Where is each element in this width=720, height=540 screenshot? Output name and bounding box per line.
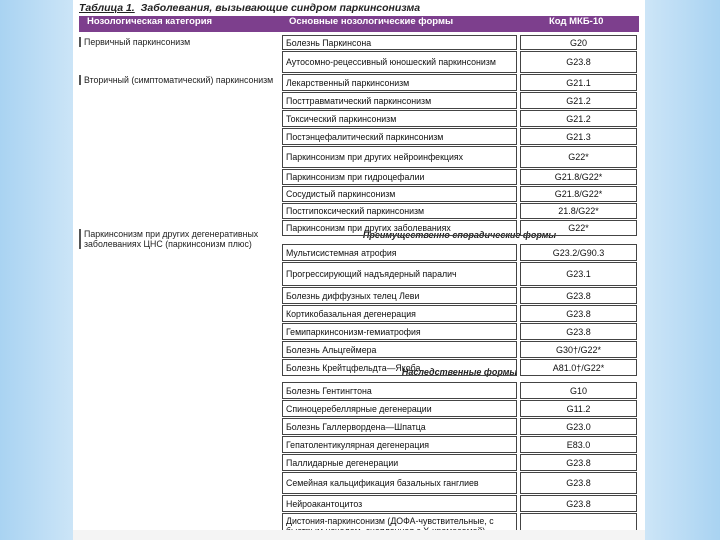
code-cell: G23.8 xyxy=(520,287,637,304)
code-cell: G23.8 xyxy=(520,323,637,340)
form-cell: Паркинсонизм при гидроцефалии xyxy=(282,169,517,185)
form-cell: Болезнь Гентингтона xyxy=(282,382,517,399)
code-cell: G21.8/G22* xyxy=(520,169,637,185)
code-cell: G23.8 xyxy=(520,51,637,73)
form-cell: Постэнцефалитический паркинсонизм xyxy=(282,128,517,145)
table-label: Таблица 1. xyxy=(79,2,135,14)
header-forms: Основные нозологические формы xyxy=(289,16,454,27)
form-cell: Гемипаркинсонизм-гемиатрофия xyxy=(282,323,517,340)
form-cell: Сосудистый паркинсонизм xyxy=(282,186,517,202)
code-cell: G21.3 xyxy=(520,128,637,145)
code-cell: G20 xyxy=(520,35,637,50)
code-cell: G21.2 xyxy=(520,92,637,109)
subheading-sporadic: Преимущественно спорадические формы xyxy=(362,230,557,240)
header-code: Код МКБ-10 xyxy=(549,16,604,27)
form-cell: Семейная кальцификация базальных ганглиев xyxy=(282,472,517,494)
form-cell: Болезнь Галлервордена—Шпатца xyxy=(282,418,517,435)
form-cell: Аутосомно-рецессивный юношеский паркинсонизм xyxy=(282,51,517,73)
code-cell: G23.8 xyxy=(520,454,637,471)
form-cell: Гепатолентикулярная дегенерация xyxy=(282,436,517,453)
page-bottom-edge xyxy=(73,530,645,540)
code-cell: G23.8 xyxy=(520,305,637,322)
code-cell: G11.2 xyxy=(520,400,637,417)
subheading-hereditary: Наследственные формы xyxy=(401,367,518,377)
code-cell: G21.1 xyxy=(520,74,637,91)
form-cell: Паркинсонизм при других нейроинфекциях xyxy=(282,146,517,168)
table-title xyxy=(79,2,639,14)
form-cell: Прогрессирующий надъядерный паралич xyxy=(282,262,517,286)
code-cell: G30†/G22* xyxy=(520,341,637,358)
form-cell: Болезнь Крейтцфельдта—Якоба xyxy=(282,359,517,376)
code-cell: E83.0 xyxy=(520,436,637,453)
form-cell: Болезнь диффузных телец Леви xyxy=(282,287,517,304)
form-cell: Паллидарные дегенерации xyxy=(282,454,517,471)
code-cell: G23.8 xyxy=(520,495,637,512)
form-cell: Паркинсонизм при других заболеваниях xyxy=(282,220,517,236)
form-cell: Постгипоксический паркинсонизм xyxy=(282,203,517,219)
code-cell: G23.0 xyxy=(520,418,637,435)
form-cell: Лекарственный паркинсонизм xyxy=(282,74,517,91)
form-cell: Болезнь Паркинсона xyxy=(282,35,517,50)
form-cell: Спиноцеребеллярные дегенерации xyxy=(282,400,517,417)
code-cell: G23.8 xyxy=(520,472,637,494)
code-cell: G23.2/G90.3 xyxy=(520,244,637,261)
code-cell: G10 xyxy=(520,382,637,399)
form-cell: Болезнь Альцгеймера xyxy=(282,341,517,358)
code-cell: G23.1 xyxy=(520,262,637,286)
header-category: Нозологическая категория xyxy=(87,16,213,27)
table-header xyxy=(79,16,639,32)
category-secondary: Вторичный (симптоматический) паркинсонизм xyxy=(79,75,274,85)
code-cell: A81.0†/G22* xyxy=(520,359,637,376)
code-cell: G22* xyxy=(520,220,637,236)
code-cell: G21.2 xyxy=(520,110,637,127)
form-cell: Посттравматический паркинсонизм xyxy=(282,92,517,109)
code-cell: G22* xyxy=(520,146,637,168)
code-cell: G21.8/G22* xyxy=(520,186,637,202)
form-cell: Нейроакантоцитоз xyxy=(282,495,517,512)
table-title-text: Заболевания, вызывающие синдром паркинсонизма xyxy=(140,2,421,14)
form-cell: Мультисистемная атрофия xyxy=(282,244,517,261)
code-cell: 21.8/G22* xyxy=(520,203,637,219)
form-cell: Дистония-паркинсонизм (ДОФА-чувствительные, с xyxy=(282,513,517,540)
category-plus: Паркинсонизм при других дегенеративных заболеваниях ЦНС (паркинсонизм плюс) xyxy=(79,229,274,249)
document-page xyxy=(73,0,645,540)
form-cell: Токсический паркинсонизм xyxy=(282,110,517,127)
form-cell: Кортикобазальная дегенерация xyxy=(282,305,517,322)
category-primary: Первичный паркинсонизм xyxy=(79,37,274,47)
